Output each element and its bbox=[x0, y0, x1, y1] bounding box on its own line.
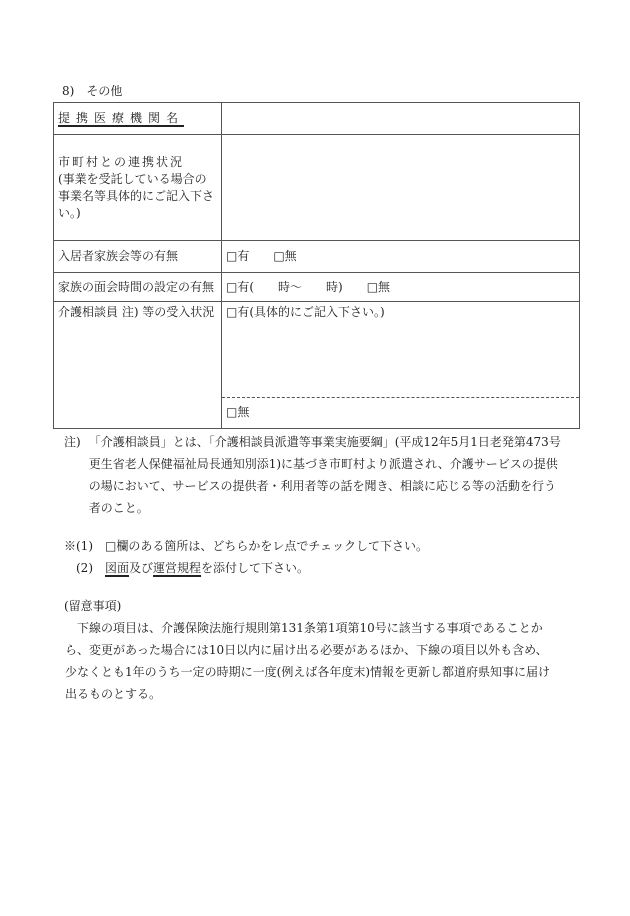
remark-2 bbox=[76, 557, 576, 579]
checkbox-counselor-yes[interactable]: □有(具体的にご記入下さい。) bbox=[226, 305, 385, 319]
label-visit-hours: 家族の面会時間の設定の有無 bbox=[58, 279, 215, 294]
row-medical bbox=[54, 103, 580, 135]
remark-2-and: 及び bbox=[129, 561, 154, 575]
remark-1: ※(1) □欄のある箇所は、どちらかをレ点でチェックして下さい。 bbox=[64, 539, 428, 553]
checkbox-family-assoc-yes[interactable]: □有 bbox=[226, 249, 250, 263]
remark-2-suffix: を添付して下さい。 bbox=[201, 561, 310, 575]
note-prefix: 注) bbox=[64, 435, 81, 449]
label-municipal: 市町村との連携状況 bbox=[58, 154, 185, 169]
field-municipal[interactable] bbox=[222, 135, 580, 241]
row-family-assoc bbox=[54, 241, 580, 273]
checkbox-counselor-no[interactable]: □無 bbox=[226, 405, 250, 419]
caution-text: 下線の項目は、介護保険法施行規則第131条第1項第10号に該当する事項であることから、変更があった場合には10日以内に届け出る必要があるほか、下線の項目以外も含め、少なくとも1年のうち一定の時期に一度(例えば各年度末)情報を更新し都道府県知事に届け出るものとする。 bbox=[65, 621, 551, 701]
field-medical-institution[interactable] bbox=[222, 103, 580, 135]
note bbox=[64, 431, 564, 519]
remark-2-drawings: 図面 bbox=[105, 561, 130, 575]
checkbox-family-assoc-no[interactable]: □無 bbox=[273, 249, 297, 263]
row-municipal bbox=[54, 135, 580, 241]
label-family-assoc: 入居者家族会等の有無 bbox=[58, 249, 179, 263]
label-medical-institution: 提携医療機関名 bbox=[58, 111, 185, 125]
section-title: 8) その他 bbox=[62, 84, 123, 98]
row-counselor bbox=[54, 302, 580, 429]
checkbox-visit-hours-no[interactable]: □無 bbox=[366, 279, 391, 294]
other-info-table bbox=[53, 102, 580, 429]
caution-title: (留意事項) bbox=[64, 599, 122, 613]
row-visit-hours bbox=[54, 273, 580, 302]
remark-2-rules: 運営規程 bbox=[153, 561, 202, 575]
label-municipal-note: (事業を受託している場合の事業名等具体的にご記入下さい。) bbox=[58, 171, 215, 220]
remark-2-prefix: (2) bbox=[76, 561, 105, 575]
label-counselor: 介護相談員 注) 等の受入状況 bbox=[58, 305, 215, 319]
note-text: 「介護相談員」とは、「介護相談員派遣等事業実施要綱」(平成12年5月1日老発第473号更生省老人保健福祉局長通知別添1)に基づき市町村より派遣され、介護サービスの提供の場において、サービスの提供者・利用者等の話を聞き、相談に応じる等の活動を行う者のこと。 bbox=[88, 435, 561, 515]
checkbox-visit-hours-yes[interactable]: □有( 時〜 時) bbox=[226, 279, 343, 294]
